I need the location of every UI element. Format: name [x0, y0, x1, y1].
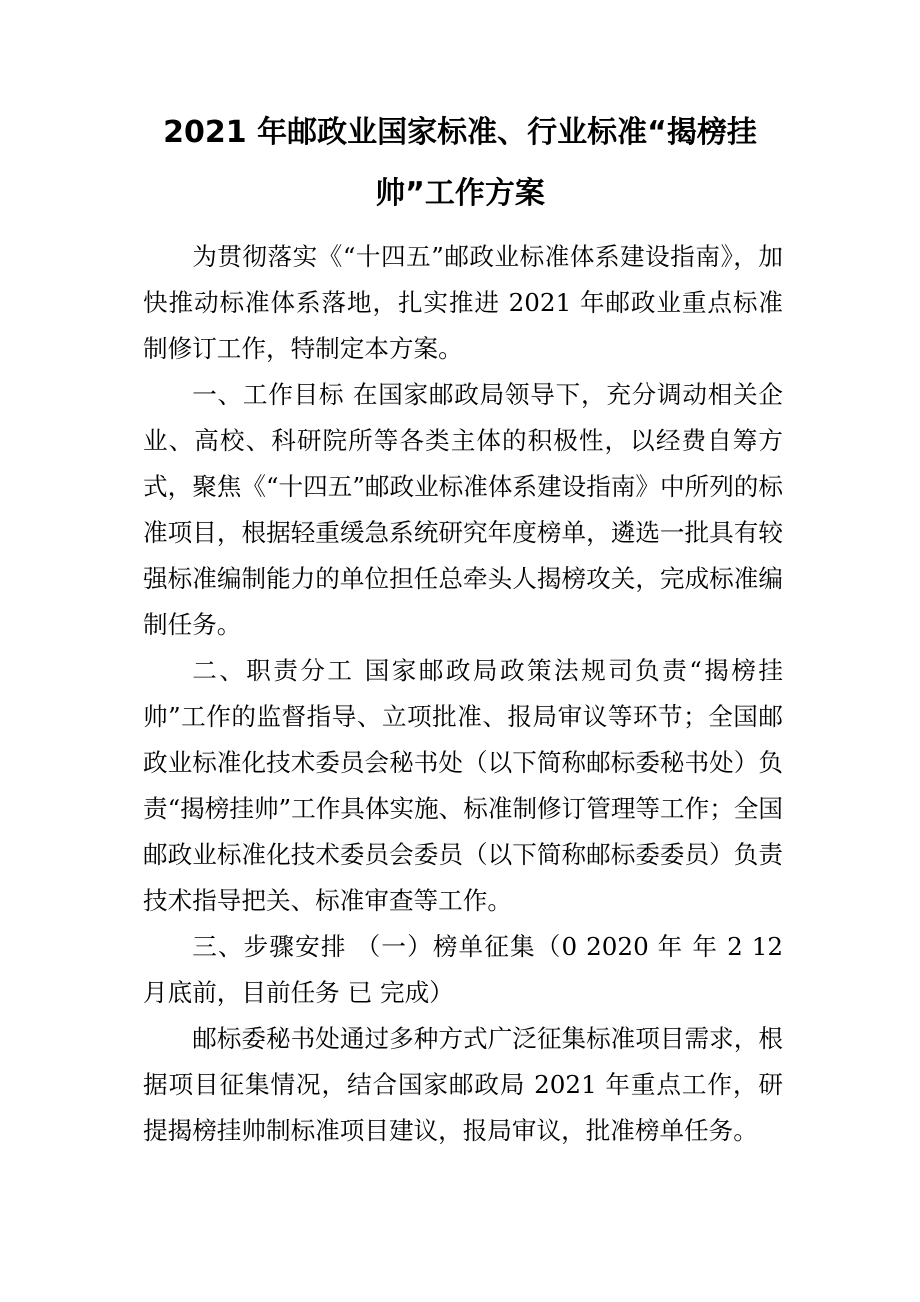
document-title-line-1: 2021 年邮政业国家标准、行业标准“揭榜挂 [163, 115, 757, 150]
paragraph-list-collection: 邮标委秘书处通过多种方式广泛征集标准项目需求，根据项目征集情况，结合国家邮政局 2021 年重点工作，研提揭榜挂帅制标准项目建议，报局审议，批准榜单任务。 [143, 1024, 783, 1145]
paragraph-intro: 为贯彻落实《“十四五”邮政业标准体系建设指南》，加快推动标准体系落地，扎实推进 2021 年邮政业重点标准制修订工作，特制定本方案。 [143, 242, 783, 363]
document-body [143, 234, 783, 1154]
paragraph-steps: 三、步骤安排 （一）榜单征集（0 2020 年 年 2 12 月底前，目前任务 已 完成） [143, 932, 783, 1007]
paragraph-work-goals: 一、工作目标 在国家邮政局领导下，充分调动相关企业、高校、科研院所等各类主体的积极性，以经费自筹方式，聚焦《“十四五”邮政业标准体系建设指南》中所列的标准项目，根据轻重缓急系统研究年度榜单，遴选一批具有较强标准编制能力的单位担任总牵头人揭榜攻关，完成标准编制任务。 [143, 380, 783, 639]
document-title-line-2: 帅”工作方案 [375, 176, 545, 211]
paragraph-responsibilities: 二、职责分工 国家邮政局政策法规司负责“揭榜挂帅”工作的监督指导、立项批准、报局审议等环节；全国邮政业标准化技术委员会秘书处（以下简称邮标委秘书处）负责“揭榜挂帅”工作具体实施、标准制修订管理等工作；全国邮政业标准化技术委员会委员（以下简称邮标委委员）负责技术指导把关、标准审查等工作。 [143, 656, 783, 915]
